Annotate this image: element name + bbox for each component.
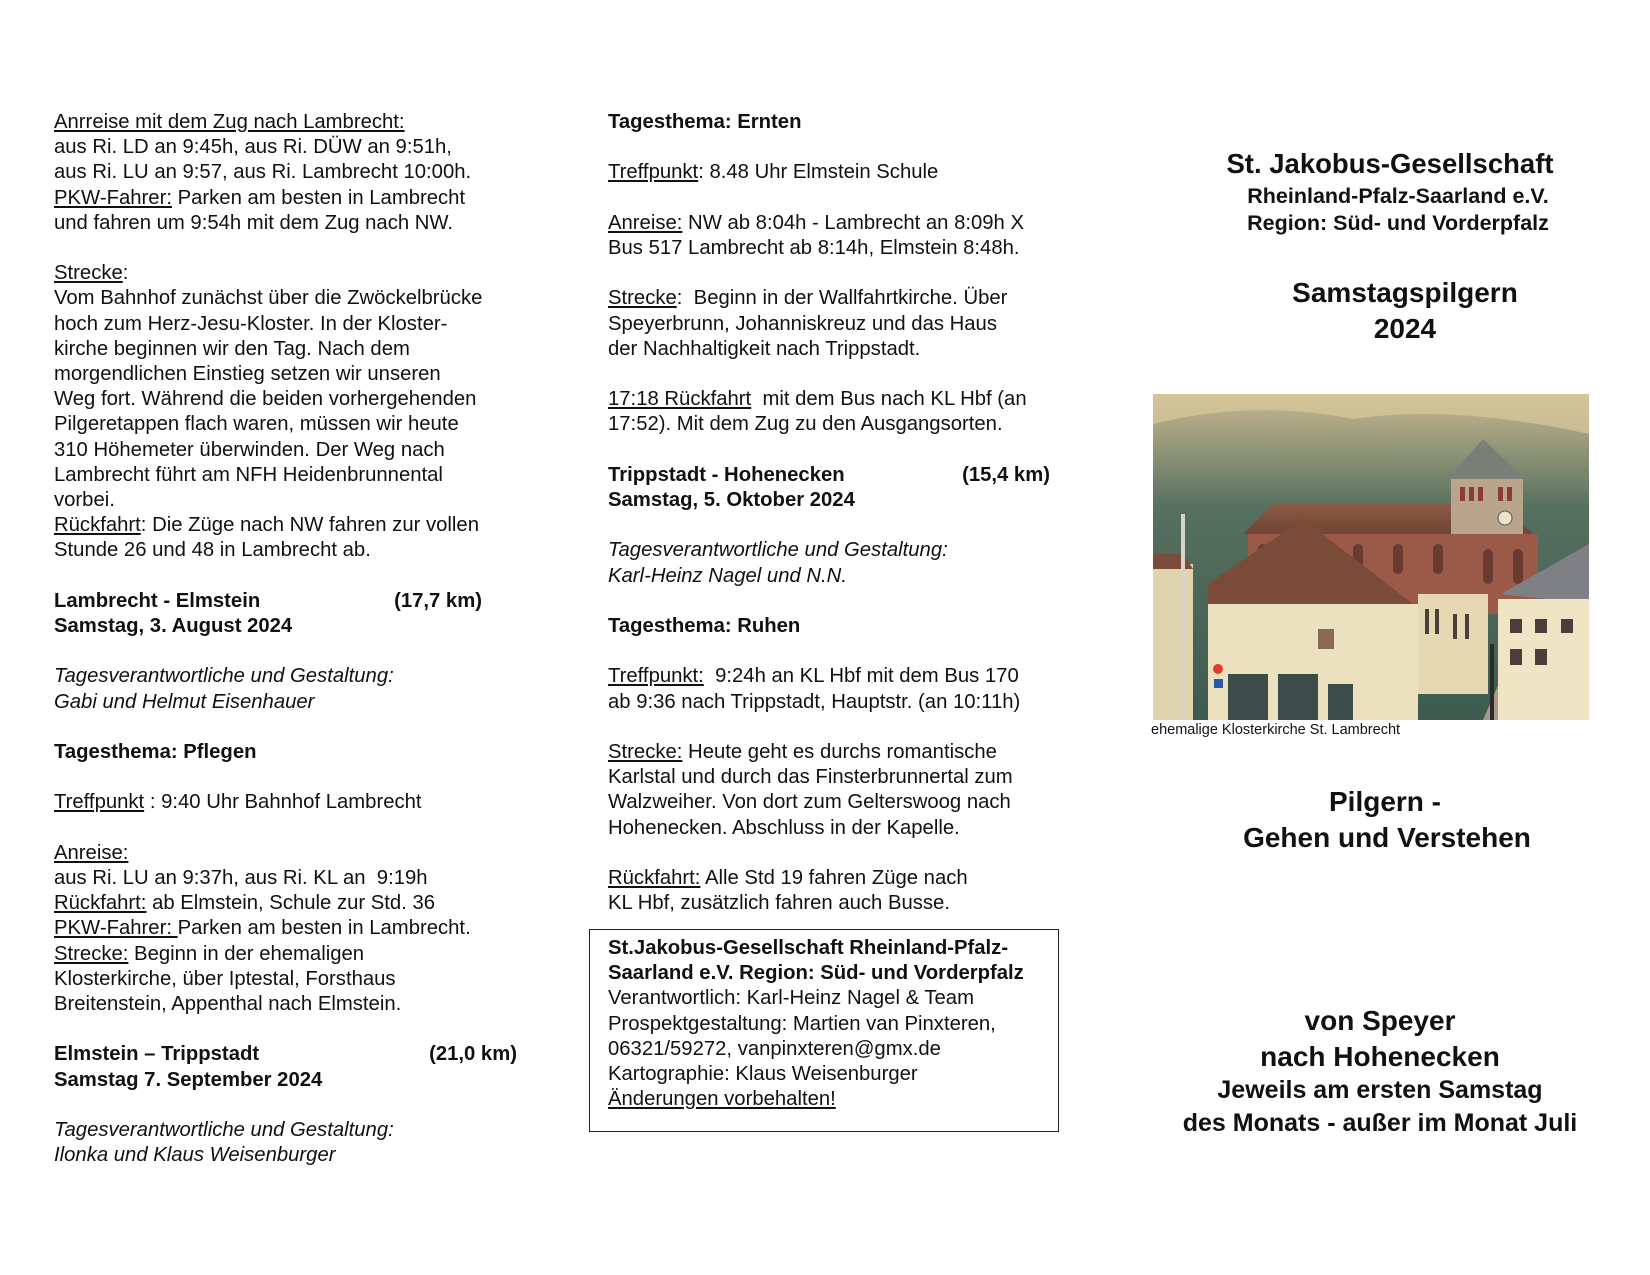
imprint-cartography: Kartographie: Klaus Weisenburger: [608, 1063, 918, 1086]
return-text: KL Hbf, zusätzlich fahren auch Busse.: [608, 892, 950, 915]
route-line: 310 Höhemeter überwinden. Der Weg nach: [54, 438, 445, 461]
car-label: PKW-Fahrer:: [54, 917, 178, 940]
stage-title: Lambrecht - Elmstein: [54, 589, 261, 612]
responsible-names: Gabi und Helmut Eisenhauer: [54, 690, 315, 713]
day-theme: Tagesthema: Ernten: [608, 111, 802, 133]
route-label: Strecke: [54, 262, 123, 285]
return-label: Rückfahrt:: [54, 892, 147, 915]
imprint-contact: 06321/59272, vanpinxteren@gmx.de: [608, 1037, 941, 1060]
meet-label: Treffpunkt: [54, 791, 145, 814]
route-line: vorbei.: [54, 489, 115, 512]
meet-label: Treffpunkt:: [608, 665, 704, 688]
day-theme: Tagesthema: Pflegen: [54, 741, 257, 764]
route-text: Heute geht es durchs romantische: [682, 740, 997, 763]
cover-schedule: des Monats - außer im Monat Juli: [1182, 1109, 1578, 1137]
arrival-label: Anreise:: [54, 841, 129, 864]
church-photo: [1153, 394, 1589, 720]
route-line: Pilgeretappen flach waren, müssen wir heute: [54, 413, 459, 436]
responsible-label: Tagesverantwortliche und Gestaltung:: [54, 1119, 394, 1141]
responsible-names: Ilonka und Klaus Weisenburger: [54, 1144, 336, 1167]
route-text: Karlstal und durch das Finsterbrunnertal zum: [608, 766, 1013, 789]
cover-year: 2024: [1373, 313, 1437, 344]
imprint-org: St.Jakobus-Gesellschaft Rheinland-Pfalz-: [608, 937, 1009, 959]
church-photo-image: [1153, 394, 1589, 720]
route-label: Strecke: [608, 287, 677, 310]
day-theme: Tagesthema: Ruhen: [608, 614, 801, 637]
return-label: Rückfahrt: [54, 514, 141, 537]
imprint-org: Saarland e.V. Region: Süd- und Vorderpfalz: [608, 962, 1024, 985]
stage-distance: (21,0 km): [429, 1043, 517, 1066]
cover-org-name: St. Jakobus-Gesellschaft: [1226, 148, 1554, 179]
stage-date: Samstag 7. September 2024: [54, 1068, 323, 1091]
responsible-label: Tagesverantwortliche und Gestaltung:: [608, 539, 948, 562]
cover-slogan: Gehen und Verstehen: [1243, 822, 1531, 853]
meet-text: : 9:40 Uhr Bahnhof Lambrecht: [144, 791, 422, 814]
route-text: Hohenecken. Abschluss in der Kapelle.: [608, 816, 960, 839]
left-column: [54, 110, 524, 1168]
arrival-label: Anreise:: [608, 211, 683, 234]
stage-distance: (15,4 km): [962, 463, 1050, 486]
route-text: der Nachhaltigkeit nach Trippstadt.: [608, 337, 921, 360]
cover-title: Samstagspilgern: [1292, 277, 1518, 308]
car-label: PKW-Fahrer:: [54, 186, 172, 209]
return-text: Stunde 26 und 48 in Lambrecht ab.: [54, 539, 371, 562]
responsible-names: Karl-Heinz Nagel und N.N.: [608, 564, 847, 587]
arrival-text: Bus 517 Lambrecht ab 8:14h, Elmstein 8:48h.: [608, 236, 1020, 259]
route-line: Lambrecht führt am NFH Heidenbrunnental: [54, 463, 443, 486]
stage-title: Trippstadt - Hohenecken: [608, 463, 845, 486]
stage-header: [608, 463, 1050, 488]
meet-text: ab 9:36 nach Trippstadt, Hauptstr. (an 10:11h): [608, 690, 1021, 713]
stage-date: Samstag, 3. August 2024: [54, 615, 293, 638]
meet-label: Treffpunkt: [608, 161, 699, 184]
stage-distance: (17,7 km): [394, 589, 482, 612]
cover-org-region: Rheinland-Pfalz-Saarland e.V.: [1247, 184, 1549, 208]
return-label: 17:18 Rückfahrt: [608, 388, 752, 411]
stage-date: Samstag, 5. Oktober 2024: [608, 488, 855, 511]
return-text: Alle Std 19 fahren Züge nach: [700, 866, 968, 889]
route-line: Vom Bahnhof zunächst über die Zwöckelbrücke: [54, 287, 483, 310]
route-line: morgendlichen Einstieg setzen wir unseren: [54, 363, 441, 386]
imprint-design: Prospektgestaltung: Martien van Pinxteren,: [608, 1012, 996, 1035]
imprint-responsible: Verantwortlich: Karl-Heinz Nagel & Team: [608, 987, 974, 1010]
car-text: und fahren um 9:54h mit dem Zug nach NW.: [54, 211, 454, 234]
cover-org-region: Region: Süd- und Vorderpfalz: [1247, 211, 1549, 235]
arrival-text: NW ab 8:04h - Lambrecht an 8:09h X: [682, 211, 1024, 234]
arrival-text: aus Ri. LU an 9:37h, aus Ri. KL an 9:19h: [54, 867, 428, 889]
cover-route: von Speyer: [1304, 1005, 1456, 1036]
route-line: kirche beginnen wir den Tag. Nach dem: [54, 337, 410, 360]
route-label: Strecke:: [608, 740, 683, 763]
route-text: : Beginn in der Wallfahrtkirche. Über: [676, 287, 1008, 310]
middle-column: [608, 110, 1063, 916]
return-text: 17:52). Mit dem Zug zu den Ausgangsorten.: [608, 413, 1003, 436]
meet-text: : 8.48 Uhr Elmstein Schule: [698, 161, 939, 184]
return-text: mit dem Bus nach KL Hbf (an: [751, 388, 1027, 411]
cover-route: nach Hohenecken: [1260, 1041, 1500, 1072]
photo-caption: ehemalige Klosterkirche St. Lambrecht: [1151, 722, 1401, 738]
imprint-box: [589, 929, 1059, 1132]
stage-header: [54, 1042, 517, 1067]
cover-schedule: Jeweils am ersten Samstag: [1217, 1076, 1543, 1104]
route-text: Klosterkirche, über Iptestal, Forsthaus: [54, 967, 396, 990]
car-text: Parken am besten in Lambrecht: [171, 186, 466, 209]
route-text: Beginn in der ehemaligen: [128, 942, 365, 965]
return-text: : Die Züge nach NW fahren zur vollen: [140, 514, 479, 537]
route-text: Breitenstein, Appenthal nach Elmstein.: [54, 993, 402, 1016]
arrival-line: aus Ri. LD an 9:45h, aus Ri. DÜW an 9:51h,: [54, 136, 452, 159]
route-colon: :: [122, 262, 129, 285]
route-text: Speyerbrunn, Johanniskreuz und das Haus: [608, 312, 997, 335]
route-text: Walzweiher. Von dort zum Gelterswoog nach: [608, 791, 1011, 814]
route-line: hoch zum Herz-Jesu-Kloster. In der Kloster-: [54, 312, 448, 335]
route-label: Strecke:: [54, 942, 129, 965]
stage-title: Elmstein – Trippstadt: [54, 1043, 260, 1066]
meet-text: 9:24h an KL Hbf mit dem Bus 170: [703, 665, 1019, 688]
route-line: Weg fort. Während die beiden vorhergehenden: [54, 388, 477, 411]
stage-header: [54, 589, 482, 614]
return-label: Rückfahrt:: [608, 866, 701, 889]
return-text: ab Elmstein, Schule zur Std. 36: [146, 892, 436, 915]
responsible-label: Tagesverantwortliche und Gestaltung:: [54, 665, 394, 688]
car-text: Parken am besten in Lambrecht.: [177, 917, 471, 940]
arrival-heading: Anrreise mit dem Zug nach Lambrecht:: [54, 111, 405, 133]
imprint-disclaimer: Änderungen vorbehalten!: [608, 1088, 836, 1111]
cover-slogan: Pilgern -: [1328, 786, 1441, 817]
arrival-line: aus Ri. LU an 9:57, aus Ri. Lambrecht 10:00h.: [54, 161, 472, 184]
